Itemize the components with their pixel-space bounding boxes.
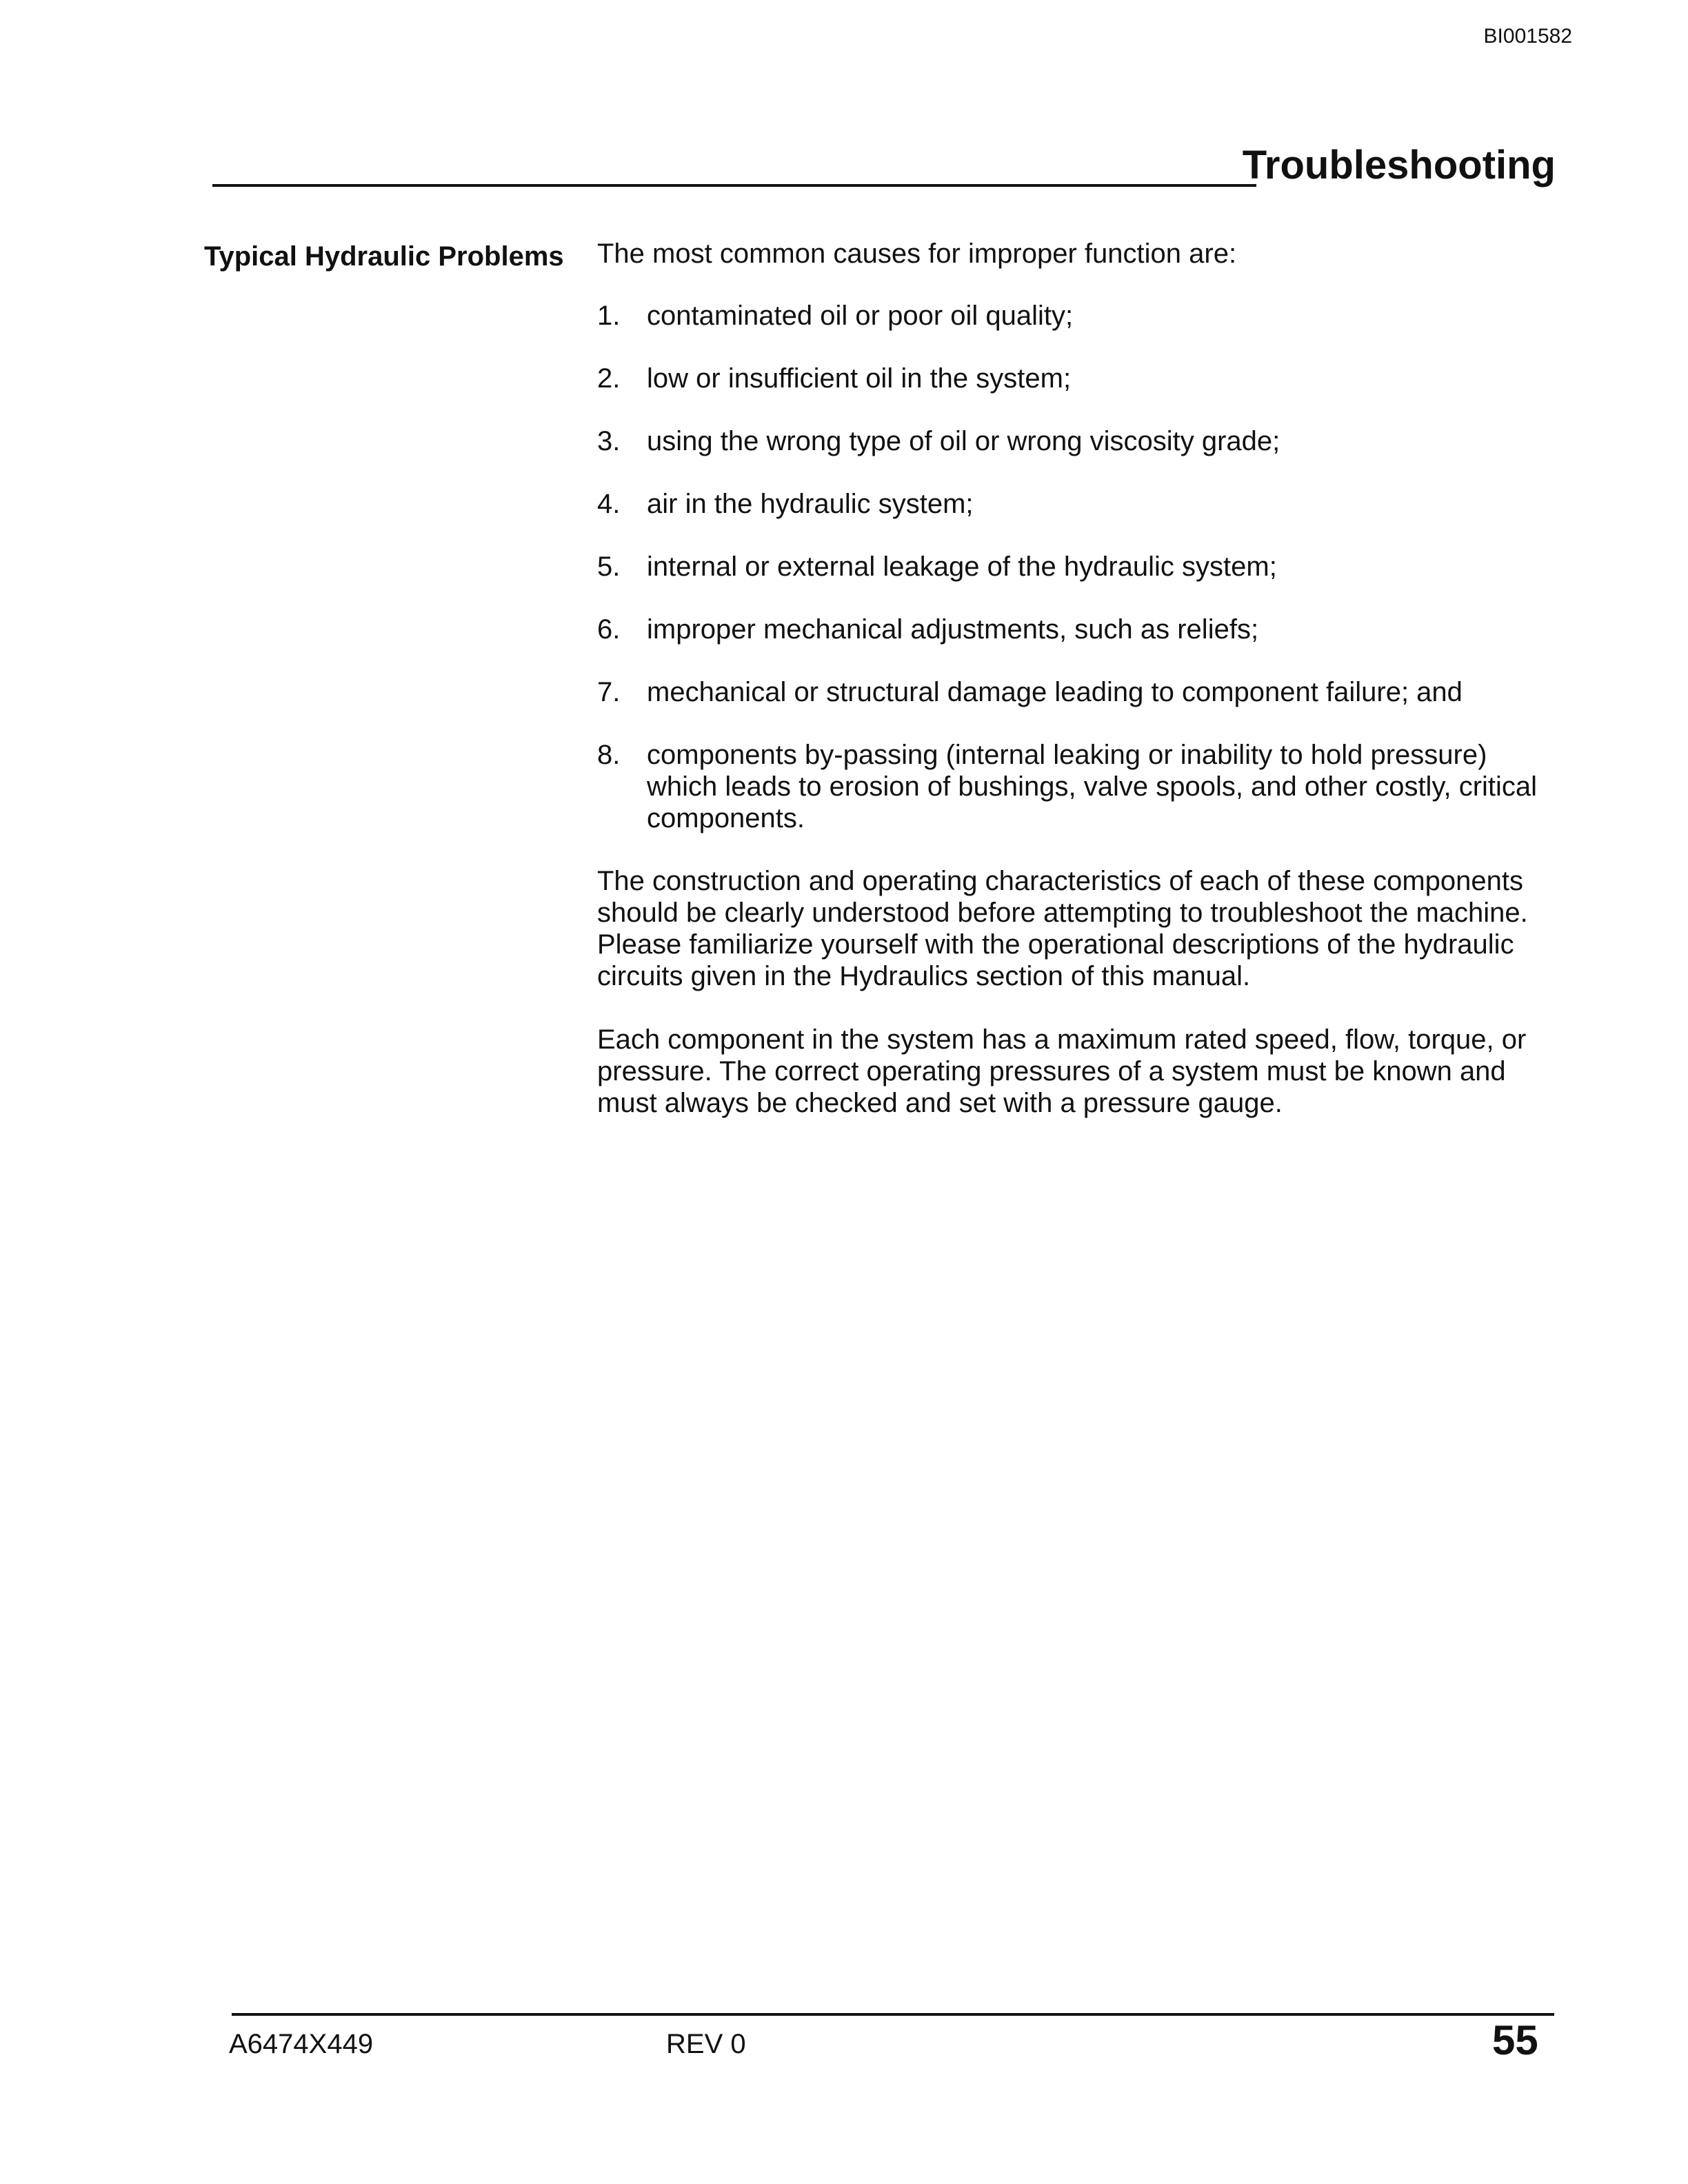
list-text: improper mechanical adjustments, such as reliefs; xyxy=(647,614,1259,645)
paragraph-construction: The construction and operating characteristics of each of these components should be clearly understood before attempting to troubleshoot the machine. Please familiarize yourself with the operational descriptions of the hydraulic circuits given in the Hydraulics section of this manual. xyxy=(597,866,1528,991)
list-number: 8. xyxy=(597,740,621,770)
list-text: using the wrong type of oil or wrong viscosity grade; xyxy=(647,426,1280,456)
list-text: internal or external leakage of the hydraulic system; xyxy=(647,552,1277,582)
footer-revision: REV 0 xyxy=(666,2029,746,2059)
intro-text: The most common causes for improper function are: xyxy=(597,239,1237,269)
side-heading: Typical Hydraulic Problems xyxy=(204,241,564,272)
list-item xyxy=(597,739,1563,834)
list-number: 1. xyxy=(597,301,621,331)
list-text: air in the hydraulic system; xyxy=(647,489,974,519)
list-text: low or insufficient oil in the system; xyxy=(647,363,1072,394)
list-number: 4. xyxy=(597,489,621,519)
list-number: 3. xyxy=(597,426,621,456)
footer-doc-number: A6474X449 xyxy=(229,2029,374,2059)
paragraph-component-ratings: Each component in the system has a maximum rated speed, flow, torque, or pressure. The correct operating pressures of a system must be known and must always be checked and set with a pressure gauge. xyxy=(597,1024,1527,1118)
list-number: 7. xyxy=(597,677,621,707)
list-number: 5. xyxy=(597,552,621,582)
list-item xyxy=(597,363,1563,394)
list-number: 2. xyxy=(597,363,621,394)
causes-list xyxy=(597,300,1563,834)
document-id: BI001582 xyxy=(1483,25,1572,48)
list-number: 6. xyxy=(597,614,621,645)
list-item xyxy=(597,425,1563,457)
list-item xyxy=(597,300,1563,332)
list-text: mechanical or structural damage leading to component failure; and xyxy=(647,677,1463,707)
page-number: 55 xyxy=(1492,2017,1538,2063)
list-text: contaminated oil or poor oil quality; xyxy=(647,301,1074,331)
section-title: Troubleshooting xyxy=(1242,143,1556,188)
header-rule xyxy=(212,184,1256,187)
list-item xyxy=(597,551,1563,583)
list-item xyxy=(597,488,1563,520)
main-content xyxy=(597,238,1563,1151)
list-text: components by-passing (internal leaking or inability to hold pressure) which leads to erosion of bushings, valve spools, and other costly, critical components. xyxy=(647,740,1538,833)
list-item xyxy=(597,614,1563,645)
list-item xyxy=(597,676,1563,708)
footer-rule xyxy=(232,2013,1554,2016)
